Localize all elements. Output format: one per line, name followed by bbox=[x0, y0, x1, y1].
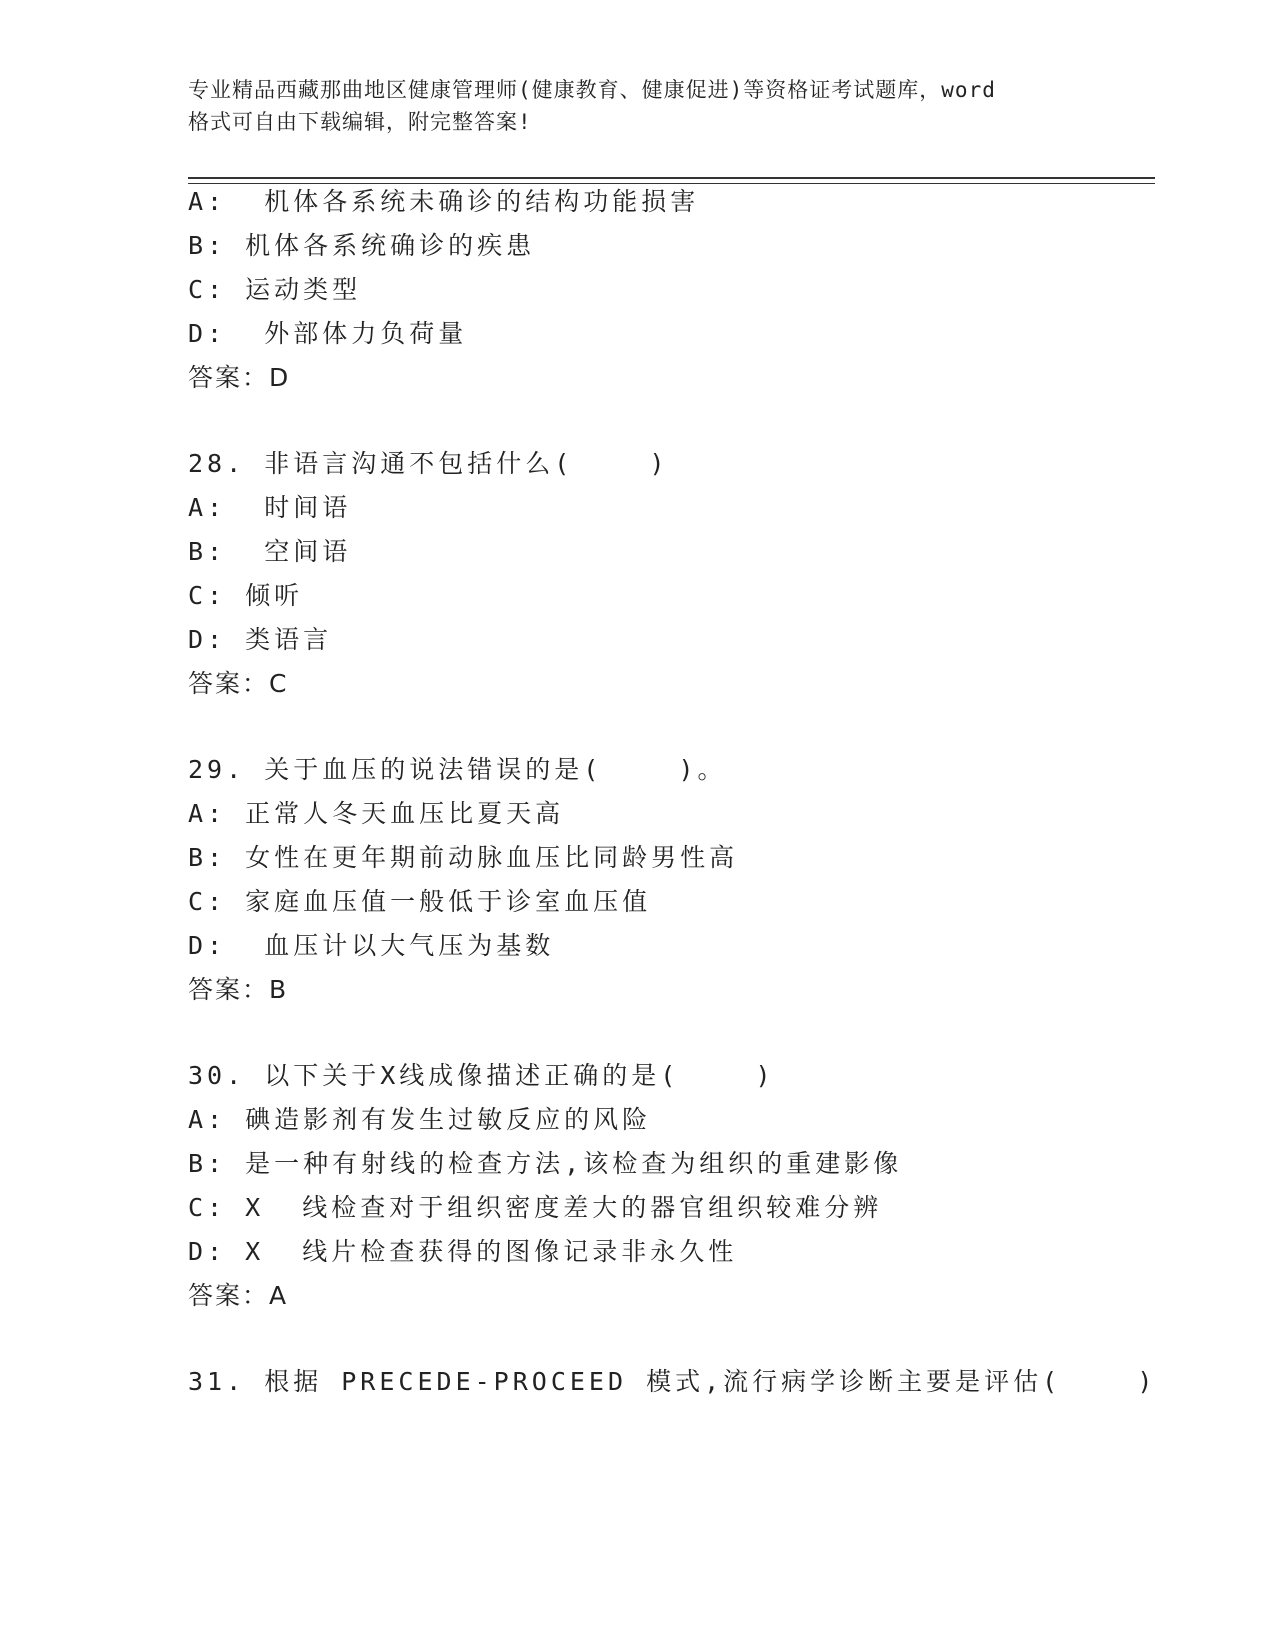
q28-answer: 答案：C bbox=[188, 669, 289, 698]
q30-option-d: D: X 线片检查获得的图像记录非永久性 bbox=[188, 1237, 738, 1266]
q30-question: 30. 以下关于X线成像描述正确的是( ) bbox=[188, 1061, 775, 1090]
q29-answer: 答案：B bbox=[188, 975, 289, 1004]
q29-option-a: A: 正常人冬天血压比夏天高 bbox=[188, 799, 565, 828]
header-line-2: 格式可自由下载编辑，附完整答案! bbox=[188, 110, 532, 134]
q27-option-a: A: 机体各系统未确诊的结构功能损害 bbox=[188, 187, 700, 216]
q27-option-c: C: 运动类型 bbox=[188, 275, 362, 304]
q29-option-d: D: 血压计以大气压为基数 bbox=[188, 931, 555, 960]
header-divider-thin bbox=[188, 183, 1155, 184]
q30-answer: 答案：A bbox=[188, 1281, 289, 1310]
header-line-1: 专业精品西藏那曲地区健康管理师(健康教育、健康促进)等资格证考试题库，word bbox=[188, 78, 996, 102]
q28-question: 28. 非语言沟通不包括什么( ) bbox=[188, 449, 669, 478]
q28-option-b: B: 空间语 bbox=[188, 537, 352, 566]
q30-option-c: C: X 线检查对于组织密度差大的器官组织较难分辨 bbox=[188, 1193, 883, 1222]
q28-option-c: C: 倾听 bbox=[188, 581, 304, 610]
q31-question: 31. 根据 PRECEDE-PROCEED 模式,流行病学诊断主要是评估( ) bbox=[188, 1367, 1157, 1396]
q30-option-b: B: 是一种有射线的检查方法,该检查为组织的重建影像 bbox=[188, 1149, 903, 1178]
q30-option-a: A: 碘造影剂有发生过敏反应的风险 bbox=[188, 1105, 652, 1134]
q28-option-d: D: 类语言 bbox=[188, 625, 333, 654]
document-header bbox=[188, 74, 1088, 138]
q27-option-b: B: 机体各系统确诊的疾患 bbox=[188, 231, 536, 260]
q29-option-c: C: 家庭血压值一般低于诊室血压值 bbox=[188, 887, 652, 916]
q28-option-a: A: 时间语 bbox=[188, 493, 352, 522]
q29-option-b: B: 女性在更年期前动脉血压比同龄男性高 bbox=[188, 843, 739, 872]
q27-answer: 答案：D bbox=[188, 363, 291, 392]
q27-option-d: D: 外部体力负荷量 bbox=[188, 319, 468, 348]
header-divider-thick bbox=[188, 177, 1155, 179]
q29-question: 29. 关于血压的说法错误的是( )。 bbox=[188, 755, 727, 784]
